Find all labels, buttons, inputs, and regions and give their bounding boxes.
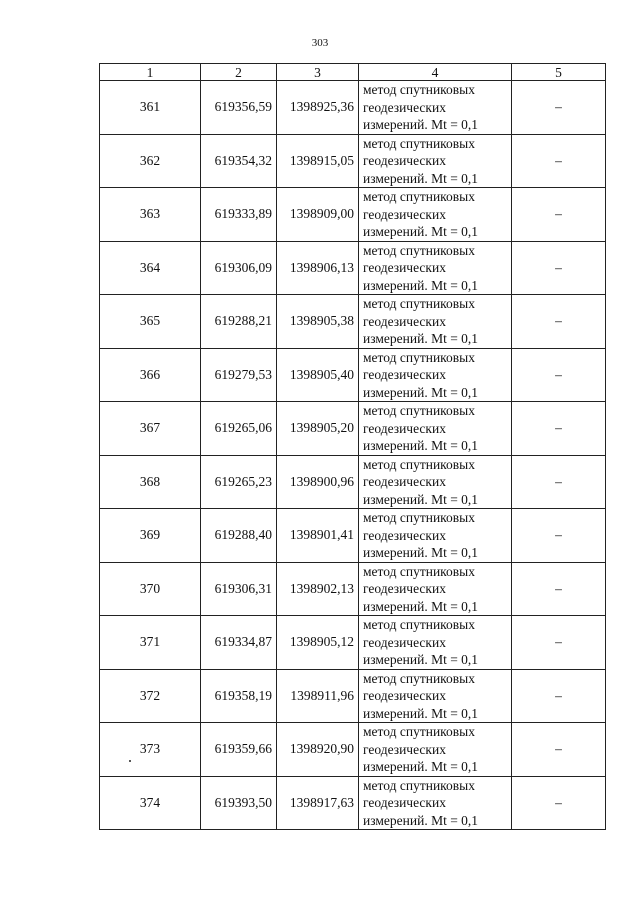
point-number-cell: 364 xyxy=(100,241,201,295)
header-row xyxy=(100,64,606,81)
method-cell: метод спутниковых геодезических измерений. Mt = 0,1 xyxy=(359,455,512,509)
y-coordinate-cell: 1398905,20 xyxy=(277,402,359,456)
y-coordinate-cell: 1398901,41 xyxy=(277,509,359,563)
point-number-cell: 371 xyxy=(100,616,201,670)
col5-cell: – xyxy=(512,295,606,349)
method-cell: метод спутниковых геодезических измерений. Mt = 0,1 xyxy=(359,81,512,135)
x-coordinate-cell: 619279,53 xyxy=(201,348,277,402)
header-col-1: 1 xyxy=(100,64,201,81)
table-row xyxy=(100,669,606,723)
point-number-cell: 368 xyxy=(100,455,201,509)
method-cell: метод спутниковых геодезических измерений. Mt = 0,1 xyxy=(359,188,512,242)
table-row xyxy=(100,776,606,830)
table-body xyxy=(100,81,606,830)
table-row xyxy=(100,562,606,616)
y-coordinate-cell: 1398925,36 xyxy=(277,81,359,135)
x-coordinate-cell: 619265,06 xyxy=(201,402,277,456)
point-number-cell: 374 xyxy=(100,776,201,830)
method-cell: метод спутниковых геодезических измерений. Mt = 0,1 xyxy=(359,562,512,616)
y-coordinate-cell: 1398905,38 xyxy=(277,295,359,349)
y-coordinate-cell: 1398915,05 xyxy=(277,134,359,188)
table-row xyxy=(100,81,606,135)
point-number-cell: 366 xyxy=(100,348,201,402)
col5-cell: – xyxy=(512,241,606,295)
x-coordinate-cell: 619288,40 xyxy=(201,509,277,563)
table-row xyxy=(100,723,606,777)
point-number-cell: 373 xyxy=(100,723,201,777)
x-coordinate-cell: 619306,31 xyxy=(201,562,277,616)
x-coordinate-cell: 619306,09 xyxy=(201,241,277,295)
point-number-cell: 361 xyxy=(100,81,201,135)
point-number-cell: 367 xyxy=(100,402,201,456)
col5-cell: – xyxy=(512,455,606,509)
method-cell: метод спутниковых геодезических измерений. Mt = 0,1 xyxy=(359,402,512,456)
col5-cell: – xyxy=(512,81,606,135)
y-coordinate-cell: 1398909,00 xyxy=(277,188,359,242)
y-coordinate-cell: 1398917,63 xyxy=(277,776,359,830)
point-number-cell: 362 xyxy=(100,134,201,188)
page-number: 303 xyxy=(311,37,329,49)
point-number-cell: 370 xyxy=(100,562,201,616)
method-cell: метод спутниковых геодезических измерений. Mt = 0,1 xyxy=(359,348,512,402)
y-coordinate-cell: 1398905,40 xyxy=(277,348,359,402)
x-coordinate-cell: 619358,19 xyxy=(201,669,277,723)
header-col-3: 3 xyxy=(277,64,359,81)
method-cell: метод спутниковых геодезических измерений. Mt = 0,1 xyxy=(359,616,512,670)
scan-dot-mark xyxy=(129,760,131,762)
y-coordinate-cell: 1398900,96 xyxy=(277,455,359,509)
x-coordinate-cell: 619265,23 xyxy=(201,455,277,509)
col5-cell: – xyxy=(512,509,606,563)
x-coordinate-cell: 619393,50 xyxy=(201,776,277,830)
method-cell: метод спутниковых геодезических измерений. Mt = 0,1 xyxy=(359,776,512,830)
col5-cell: – xyxy=(512,669,606,723)
x-coordinate-cell: 619333,89 xyxy=(201,188,277,242)
y-coordinate-cell: 1398906,13 xyxy=(277,241,359,295)
x-coordinate-cell: 619359,66 xyxy=(201,723,277,777)
x-coordinate-cell: 619354,32 xyxy=(201,134,277,188)
col5-cell: – xyxy=(512,723,606,777)
method-cell: метод спутниковых геодезических измерений. Mt = 0,1 xyxy=(359,723,512,777)
method-cell: метод спутниковых геодезических измерений. Mt = 0,1 xyxy=(359,669,512,723)
x-coordinate-cell: 619288,21 xyxy=(201,295,277,349)
point-number-cell: 363 xyxy=(100,188,201,242)
col5-cell: – xyxy=(512,776,606,830)
table-row xyxy=(100,188,606,242)
x-coordinate-cell: 619356,59 xyxy=(201,81,277,135)
col5-cell: – xyxy=(512,402,606,456)
method-cell: метод спутниковых геодезических измерений. Mt = 0,1 xyxy=(359,134,512,188)
col5-cell: – xyxy=(512,134,606,188)
table-header xyxy=(100,64,606,81)
col5-cell: – xyxy=(512,616,606,670)
method-cell: метод спутниковых геодезических измерений. Mt = 0,1 xyxy=(359,509,512,563)
y-coordinate-cell: 1398905,12 xyxy=(277,616,359,670)
point-number-cell: 372 xyxy=(100,669,201,723)
method-cell: метод спутниковых геодезических измерений. Mt = 0,1 xyxy=(359,295,512,349)
point-number-cell: 369 xyxy=(100,509,201,563)
table-row xyxy=(100,402,606,456)
coordinates-table xyxy=(99,63,606,830)
header-col-5: 5 xyxy=(512,64,606,81)
y-coordinate-cell: 1398911,96 xyxy=(277,669,359,723)
y-coordinate-cell: 1398920,90 xyxy=(277,723,359,777)
header-col-4: 4 xyxy=(359,64,512,81)
table-row xyxy=(100,348,606,402)
col5-cell: – xyxy=(512,348,606,402)
point-number-cell: 365 xyxy=(100,295,201,349)
method-cell: метод спутниковых геодезических измерений. Mt = 0,1 xyxy=(359,241,512,295)
x-coordinate-cell: 619334,87 xyxy=(201,616,277,670)
table-row xyxy=(100,509,606,563)
table-row xyxy=(100,616,606,670)
col5-cell: – xyxy=(512,562,606,616)
y-coordinate-cell: 1398902,13 xyxy=(277,562,359,616)
table-row xyxy=(100,295,606,349)
header-col-2: 2 xyxy=(201,64,277,81)
col5-cell: – xyxy=(512,188,606,242)
table-row xyxy=(100,134,606,188)
table-row xyxy=(100,241,606,295)
table-row xyxy=(100,455,606,509)
